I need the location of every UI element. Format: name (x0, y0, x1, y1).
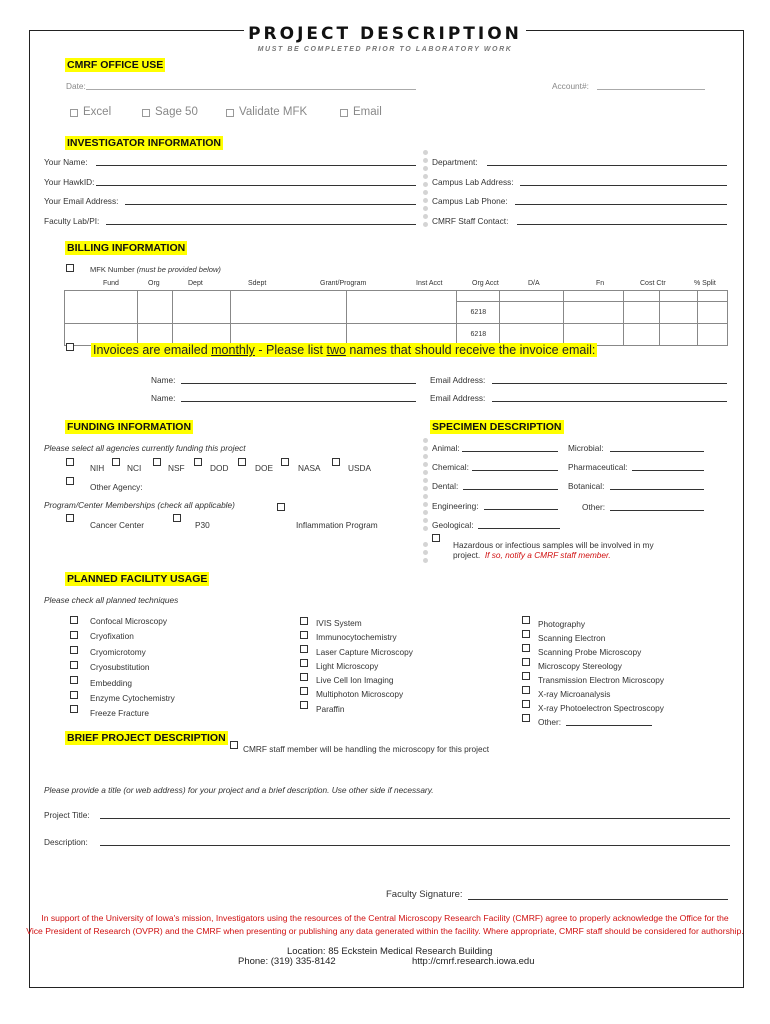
facility-other-checkbox[interactable] (522, 714, 530, 722)
scanning-probe-checkbox[interactable] (522, 644, 530, 652)
dod-checkbox[interactable] (194, 458, 202, 466)
notice-line-1: In support of the University of Iowa's mission, Investigators using the resources of the Central Microscopy Research Facility (CMRF) agree to properly acknowledge the Office for the (41, 913, 729, 923)
col-grant: Grant/Program (320, 280, 367, 287)
cell-da[interactable] (564, 291, 624, 302)
cryofixation-checkbox[interactable] (70, 631, 78, 639)
cell-split[interactable] (697, 302, 727, 324)
ivis-checkbox[interactable] (300, 617, 308, 625)
xray-microanalysis-checkbox[interactable] (522, 686, 530, 694)
sage-label: Sage 50 (155, 106, 198, 118)
xps-label: X-ray Photoelectron Spectroscopy (538, 703, 664, 713)
light-microscopy-checkbox[interactable] (300, 659, 308, 667)
date-label: Date: (66, 81, 86, 91)
inflammation-checkbox[interactable] (277, 503, 285, 511)
tem-checkbox[interactable] (522, 672, 530, 680)
immuno-checkbox[interactable] (300, 631, 308, 639)
confocal-checkbox[interactable] (70, 616, 78, 624)
invoice-name-1-field[interactable] (181, 383, 416, 384)
account-field[interactable] (597, 89, 705, 90)
engineering-field[interactable] (484, 509, 558, 510)
invoice-email-2-label: Email Address: (430, 393, 486, 403)
chemical-label: Chemical: (432, 462, 469, 472)
confocal-label: Confocal Microscopy (90, 616, 168, 626)
specimen-heading: SPECIMEN DESCRIPTION (432, 421, 562, 433)
cell-fn[interactable] (624, 324, 660, 346)
divider-dot (423, 550, 428, 555)
cell-fn[interactable] (624, 302, 660, 324)
invoice-instruction: Invoices are emailed monthly - Please list two names that should receive the invoice email: (93, 343, 596, 357)
enzyme-label: Enzyme Cytochemistry (90, 693, 175, 703)
mfk-checkbox[interactable] (66, 264, 74, 272)
office-use-heading: CMRF OFFICE USE (67, 59, 164, 71)
engineering-label: Engineering: (432, 501, 479, 511)
footer-location: Location: 85 Eckstein Medical Research Building (287, 946, 493, 957)
validate-mfk-label: Validate MFK (239, 106, 308, 118)
multiphoton-label: Multiphoton Microscopy (316, 689, 404, 699)
photography-checkbox[interactable] (522, 616, 530, 624)
cell-inst-acct: 6218 (457, 302, 500, 324)
brief-instruction: Please provide a title (or web address) for your project and a brief description. Use other side if necessary. (44, 785, 434, 795)
col-cost-ctr: Cost Ctr (640, 280, 666, 287)
xps-checkbox[interactable] (522, 700, 530, 708)
divider-dot (423, 518, 428, 523)
doe-checkbox[interactable] (238, 458, 246, 466)
billing-heading: BILLING INFORMATION (67, 242, 186, 254)
cell-fn[interactable] (624, 291, 660, 302)
cell-grant[interactable] (346, 291, 457, 324)
nci-checkbox[interactable] (112, 458, 120, 466)
your-email-field[interactable] (125, 204, 416, 205)
nasa-checkbox[interactable] (281, 458, 289, 466)
inflammation-label: Inflammation Program (296, 520, 378, 530)
stereology-label: Microscopy Stereology (538, 661, 622, 671)
microbial-label: Microbial: (568, 443, 604, 453)
invoice-name-1-label: Name: (151, 375, 176, 385)
divider-dot (423, 190, 428, 195)
cell-da[interactable] (564, 302, 624, 324)
campus-lab-phone-field[interactable] (515, 204, 727, 205)
excel-checkbox[interactable] (70, 109, 78, 117)
your-name-field[interactable] (96, 165, 416, 166)
geological-field[interactable] (478, 528, 560, 529)
nasa-label: NASA (298, 463, 321, 473)
funding-instruction: Please select all agencies currently funding this project (44, 443, 246, 453)
invoice-email-1-label: Email Address: (430, 375, 486, 385)
staff-handling-label: CMRF staff member will be handling the microscopy for this project (243, 744, 490, 754)
brief-heading: BRIEF PROJECT DESCRIPTION (67, 732, 226, 744)
botanical-label: Botanical: (568, 481, 605, 491)
cancer-center-label: Cancer Center (90, 520, 144, 530)
specimen-other-label: Other: (582, 502, 606, 512)
dod-label: DOD (210, 463, 229, 473)
description-field[interactable] (100, 845, 730, 846)
scanning-electron-checkbox[interactable] (522, 630, 530, 638)
divider-dot (423, 486, 428, 491)
embedding-label: Embedding (90, 678, 132, 688)
faculty-lab-field[interactable] (106, 224, 416, 225)
microbial-field[interactable] (610, 451, 704, 452)
laser-capture-label: Laser Capture Microscopy (316, 647, 413, 657)
your-name-label: Your Name: (44, 157, 88, 167)
divider-dot (423, 166, 428, 171)
department-label: Department: (432, 157, 478, 167)
dental-label: Dental: (432, 481, 459, 491)
staff-handling-checkbox[interactable] (230, 741, 238, 749)
investigator-heading: INVESTIGATOR INFORMATION (67, 137, 221, 149)
immuno-label: Immunocytochemistry (316, 632, 397, 642)
xray-microanalysis-label: X-ray Microanalysis (538, 689, 611, 699)
cryomicrotomy-checkbox[interactable] (70, 646, 78, 654)
col-dept: Dept (188, 280, 203, 287)
divider-dot (423, 526, 428, 531)
signature-label: Faculty Signature: (386, 889, 463, 900)
animal-field[interactable] (462, 451, 558, 452)
multiphoton-checkbox[interactable] (300, 687, 308, 695)
facility-heading: PLANNED FACILITY USAGE (67, 573, 208, 585)
divider-dot (423, 174, 428, 179)
cell-cost-ctr[interactable] (660, 302, 698, 324)
faculty-lab-label: Faculty Lab/PI: (44, 216, 100, 226)
photography-label: Photography (538, 619, 586, 629)
usda-label: USDA (348, 463, 372, 473)
divider-dot (423, 510, 428, 515)
funding-heading: FUNDING INFORMATION (67, 421, 192, 433)
hawkid-field[interactable] (96, 185, 416, 186)
laser-capture-checkbox[interactable] (300, 645, 308, 653)
project-title-label: Project Title: (44, 810, 90, 820)
col-fund: Fund (103, 280, 119, 287)
hazard-text-2: project. If so, notify a CMRF staff member. (453, 550, 611, 560)
paraffin-label: Paraffin (316, 704, 345, 714)
other-agency-checkbox[interactable] (66, 477, 74, 485)
date-field[interactable] (86, 89, 416, 90)
signature-field[interactable] (468, 899, 728, 900)
col-da: D/A (528, 280, 540, 287)
col-split: % Split (694, 280, 716, 287)
cell-inst-acct: 6218 (457, 324, 500, 346)
nsf-checkbox[interactable] (153, 458, 161, 466)
embedding-checkbox[interactable] (70, 676, 78, 684)
divider-dot (423, 206, 428, 211)
divider-dot (423, 182, 428, 187)
page-subtitle: MUST BE COMPLETED PRIOR TO LABORATORY WORK (257, 46, 513, 53)
live-cell-checkbox[interactable] (300, 673, 308, 681)
divider-dot (423, 446, 428, 451)
divider-dot (423, 470, 428, 475)
email-checkbox[interactable] (340, 109, 348, 117)
divider-dot (423, 158, 428, 163)
divider-dot (423, 222, 428, 227)
stereology-checkbox[interactable] (522, 658, 530, 666)
dental-field[interactable] (463, 489, 558, 490)
divider-dot (423, 478, 428, 483)
invoice-email-2-field[interactable] (492, 401, 727, 402)
paraffin-checkbox[interactable] (300, 701, 308, 709)
validate-mfk-checkbox[interactable] (226, 109, 234, 117)
live-cell-label: Live Cell Ion Imaging (316, 675, 394, 685)
cell-org[interactable] (137, 291, 172, 324)
ivis-label: IVIS System (316, 618, 362, 628)
pharmaceutical-label: Pharmaceutical: (568, 462, 628, 472)
cancer-center-checkbox[interactable] (66, 514, 74, 522)
cell-org-acct[interactable] (500, 291, 564, 302)
invoice-name-2-label: Name: (151, 393, 176, 403)
nsf-label: NSF (168, 463, 185, 473)
hazardous-checkbox[interactable] (432, 534, 440, 542)
mfk-label: MFK Number (must be provided below) (90, 265, 221, 274)
usda-checkbox[interactable] (332, 458, 340, 466)
sage-checkbox[interactable] (142, 109, 150, 117)
enzyme-checkbox[interactable] (70, 691, 78, 699)
col-org-acct: Org Acct (472, 280, 499, 287)
footer-url[interactable]: http://cmrf.research.iowa.edu (412, 956, 535, 967)
staff-contact-label: CMRF Staff Contact: (432, 216, 509, 226)
divider-dot (423, 558, 428, 563)
p30-label: P30 (195, 520, 210, 530)
divider-dot (423, 150, 428, 155)
invoice-email-1-field[interactable] (492, 383, 727, 384)
facility-other-field[interactable] (566, 725, 652, 726)
description-label: Description: (44, 837, 88, 847)
cryosubstitution-checkbox[interactable] (70, 661, 78, 669)
title-block (244, 20, 526, 58)
col-inst-acct: Inst Acct (416, 280, 443, 287)
divider-dot (423, 502, 428, 507)
table-row (65, 291, 728, 302)
light-microscopy-label: Light Microscopy (316, 661, 379, 671)
excel-label: Excel (83, 106, 112, 118)
botanical-field[interactable] (610, 489, 704, 490)
col-fn: Fn (596, 280, 605, 287)
specimen-other-field[interactable] (610, 510, 704, 511)
divider-dot (423, 214, 428, 219)
staff-contact-field[interactable] (517, 224, 727, 225)
p30-checkbox[interactable] (173, 514, 181, 522)
divider-dot (423, 438, 428, 443)
cryomicrotomy-label: Cryomicrotomy (90, 647, 146, 657)
tem-label: Transmission Electron Microscopy (538, 675, 665, 685)
campus-lab-phone-label: Campus Lab Phone: (432, 196, 508, 206)
account-label: Account#: (552, 81, 589, 91)
divider-dot (423, 198, 428, 203)
your-email-label: Your Email Address: (44, 196, 119, 206)
col-org: Org (148, 280, 160, 287)
doe-label: DOE (255, 463, 273, 473)
cryosubstitution-label: Cryosubstitution (90, 662, 150, 672)
cell-cost-ctr[interactable] (660, 291, 698, 302)
hawkid-label: Your HawkID: (44, 177, 95, 187)
freeze-fracture-label: Freeze Fracture (90, 708, 150, 718)
scanning-probe-label: Scanning Probe Microscopy (538, 647, 642, 657)
project-title-field[interactable] (100, 818, 730, 819)
cell-inst-acct (457, 291, 500, 302)
cell-fund[interactable] (65, 291, 138, 324)
chemical-field[interactable] (472, 470, 558, 471)
scanning-electron-label: Scanning Electron (538, 633, 606, 643)
other-agency-label: Other Agency: (90, 482, 143, 492)
freeze-fracture-checkbox[interactable] (70, 705, 78, 713)
cell-cost-ctr[interactable] (660, 324, 698, 346)
col-sdept: Sdept (248, 280, 267, 287)
divider-dot (423, 494, 428, 499)
hazard-text-1: Hazardous or infectious samples will be involved in my (453, 540, 654, 550)
nih-label: NIH (90, 463, 105, 473)
nih-checkbox[interactable] (66, 458, 74, 466)
notice-line-2: Vice President of Research (OVPR) and the CMRF when presenting or publishing any data generated within the facility. Where appropriate, CMRF staff should be considered for authorship. (26, 926, 744, 936)
cell-sdept[interactable] (230, 291, 346, 324)
facility-other-label: Other: (538, 717, 562, 727)
campus-lab-address-field[interactable] (520, 185, 727, 186)
footer-phone: Phone: (319) 335-8142 (238, 956, 336, 967)
facility-instruction: Please check all planned techniques (44, 595, 179, 605)
cell-split[interactable] (697, 324, 727, 346)
pharmaceutical-field[interactable] (632, 470, 704, 471)
geological-label: Geological: (432, 520, 474, 530)
campus-lab-address-label: Campus Lab Address: (432, 177, 514, 187)
nci-label: NCI (127, 463, 142, 473)
department-field[interactable] (487, 165, 727, 166)
animal-label: Animal: (432, 443, 460, 453)
invoice-checkbox[interactable] (66, 343, 74, 351)
divider-dot (423, 454, 428, 459)
invoice-name-2-field[interactable] (181, 401, 416, 402)
divider-dot (423, 542, 428, 547)
cell-split[interactable] (697, 291, 727, 302)
billing-table (64, 290, 728, 346)
cell-dept[interactable] (172, 291, 230, 324)
cell-org-acct[interactable] (500, 302, 564, 324)
cryofixation-label: Cryofixation (90, 631, 134, 641)
page-title: PROJECT DESCRIPTION (248, 24, 522, 44)
email-label: Email (353, 106, 382, 118)
memberships-label: Program/Center Memberships (check all applicable) (44, 500, 235, 510)
divider-dot (423, 462, 428, 467)
